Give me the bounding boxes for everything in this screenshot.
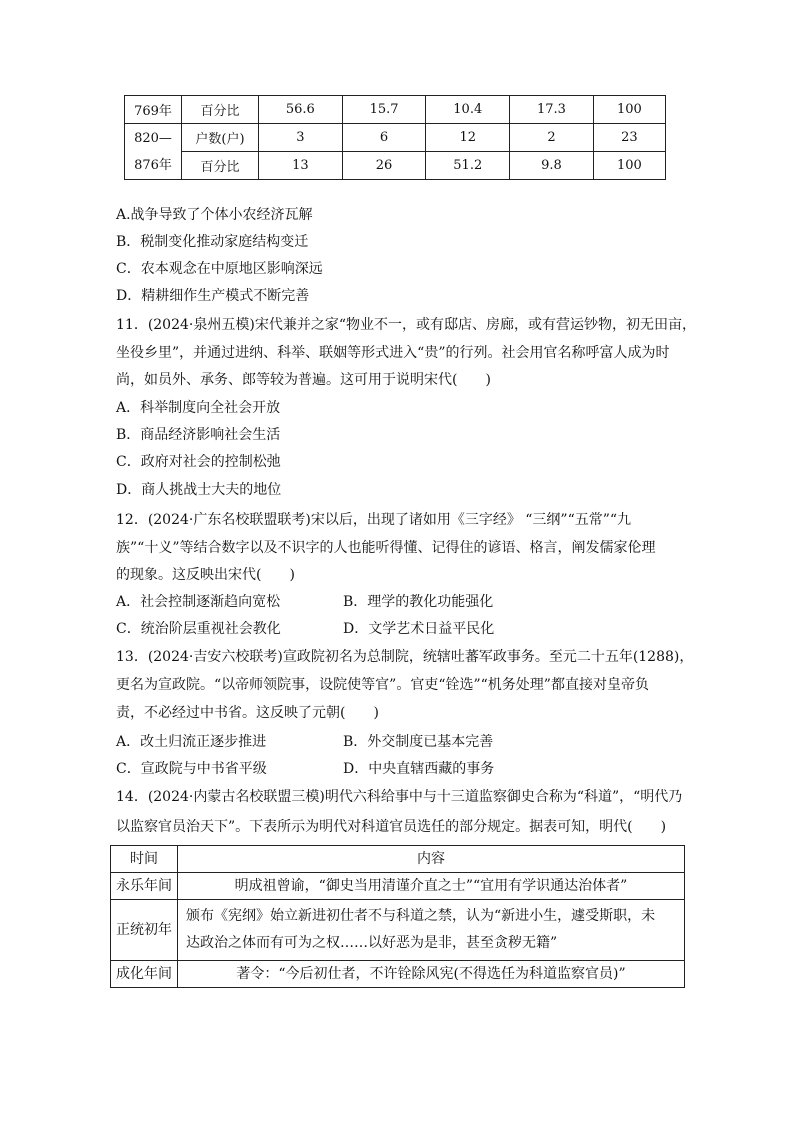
q13-stem-line: 13．(2024·吉安六校联考)宣政院初名为总制院，统辖吐蕃军政事务。至元二十五年(1288)， <box>116 649 694 665</box>
value-cell: 3 <box>259 124 343 152</box>
year-cell: 769年 <box>125 96 182 124</box>
q12-option-d: D．文学艺术日益平民化 <box>343 621 495 637</box>
censor-selection-table <box>110 845 685 988</box>
q13-stem-line: 更名为宣政院。“以帝师领院事，设院使等官”。官吏“铨选”“机务处理”都直接对皇帝负 <box>116 677 649 693</box>
content-line: 著令：“今后初仕者，不许铨除风宪(不得选任为科道监察官员)” <box>236 966 626 982</box>
value-cell: 6 <box>342 124 426 152</box>
table-row <box>111 961 685 988</box>
content-line: 颁布《宪纲》始立新进初仕者不与科道之禁，认为“新进小生，遽受斯职，未 <box>186 908 656 924</box>
value-cell: 2 <box>510 124 594 152</box>
content-cell <box>178 900 685 961</box>
content-cell <box>178 873 685 900</box>
year-end: 876年 <box>134 157 172 173</box>
table-row <box>125 124 666 152</box>
time-cell: 永乐年间 <box>111 873 178 900</box>
q11-option-b: B．商品经济影响社会生活 <box>116 427 281 443</box>
q11-stem-line: 尚，如员外、承务、郎等较为普遍。这可用于说明宋代( ) <box>116 372 491 388</box>
q13-option-d: D．中央直辖西藏的事务 <box>343 761 495 777</box>
q11-option-d: D．商人挑战士大夫的地位 <box>116 482 282 498</box>
value-cell: 51.2 <box>426 152 510 180</box>
time-cell: 成化年间 <box>111 961 178 988</box>
year-start: 820— <box>134 130 172 146</box>
time-cell: 正统初年 <box>111 900 178 961</box>
content-line: 达政治之体而有可为之权……以好恶为是非，甚至贪秽无籍” <box>186 935 558 951</box>
q12-option-b: B．理学的教化功能强化 <box>343 594 494 610</box>
q11-option-a: A．科举制度向全社会开放 <box>116 400 281 416</box>
content-cell <box>178 961 685 988</box>
year-cell <box>125 124 182 180</box>
q13-stem-line: 责，不必经过中书省。这反映了元朝( ) <box>116 705 379 721</box>
table-row <box>111 900 685 961</box>
q14-stem-line: 14．(2024·内蒙古名校联盟三模)明代六科给事中与十三道监察御史合称为“科道”，“明代乃 <box>116 789 683 805</box>
row-label-cell: 户数(户) <box>182 124 259 152</box>
q12-stem-line: 12．(2024·广东名校联盟联考)宋以后，出现了诸如用《三字经》 “三纲”“五常”“九 <box>116 512 632 528</box>
q14-stem-line: 以监察官员治天下”。下表所示为明代对科道官员选任的部分规定。据表可知，明代( ) <box>116 819 667 835</box>
value-cell: 100 <box>593 96 665 124</box>
value-cell: 26 <box>342 152 426 180</box>
table-row <box>111 873 685 900</box>
value-cell: 9.8 <box>510 152 594 180</box>
q10-option-c: C．农本观念在中原地区影响深远 <box>116 261 323 277</box>
value-cell: 10.4 <box>426 96 510 124</box>
row-label-cell: 百分比 <box>182 152 259 180</box>
q13-option-b: B．外交制度已基本完善 <box>343 734 494 750</box>
value-cell: 15.7 <box>342 96 426 124</box>
q12-option-a: A．社会控制逐渐趋向宽松 <box>116 594 281 610</box>
q13-option-c: C．宣政院与中书省平级 <box>116 761 267 777</box>
value-cell: 13 <box>259 152 343 180</box>
q12-stem-line: 的现象。这反映出宋代( ) <box>116 567 295 583</box>
header-time: 时间 <box>111 846 178 873</box>
content-line: 明成祖曾谕，“御史当用清谨介直之士”“宜用有学识通达治体者” <box>234 878 628 894</box>
q10-option-d: D．精耕细作生产模式不断完善 <box>116 288 310 304</box>
table-row <box>125 96 666 124</box>
household-structure-table <box>124 95 666 180</box>
q11-stem-line: 坐役乡里”，并通过进纳、科举、联姻等形式进入“贵”的行列。社会用官名称呼富人成为时 <box>116 345 670 361</box>
q12-option-c: C．统治阶层重视社会教化 <box>116 621 281 637</box>
value-cell: 12 <box>426 124 510 152</box>
header-content: 内容 <box>178 846 685 873</box>
q11-stem-line: 11．(2024·泉州五模)宋代兼并之家“物业不一，或有邸店、房廊，或有营运钞物，初无田亩， <box>116 317 696 333</box>
q10-option-b: B．税制变化推动家庭结构变迁 <box>116 234 309 250</box>
q10-option-a: A.战争导致了个体小农经济瓦解 <box>116 207 313 223</box>
table-header-row <box>111 846 685 873</box>
table-row <box>125 152 666 180</box>
q12-stem-line: 族”“十义”等结合数字以及不识字的人也能听得懂、记得住的谚语、格言，阐发儒家伦理 <box>116 540 656 556</box>
value-cell: 17.3 <box>510 96 594 124</box>
row-label-cell: 百分比 <box>182 96 259 124</box>
value-cell: 56.6 <box>259 96 343 124</box>
q11-option-c: C．政府对社会的控制松弛 <box>116 454 281 470</box>
q13-option-a: A．改土归流正逐步推进 <box>116 734 267 750</box>
value-cell: 100 <box>593 152 665 180</box>
value-cell: 23 <box>593 124 665 152</box>
